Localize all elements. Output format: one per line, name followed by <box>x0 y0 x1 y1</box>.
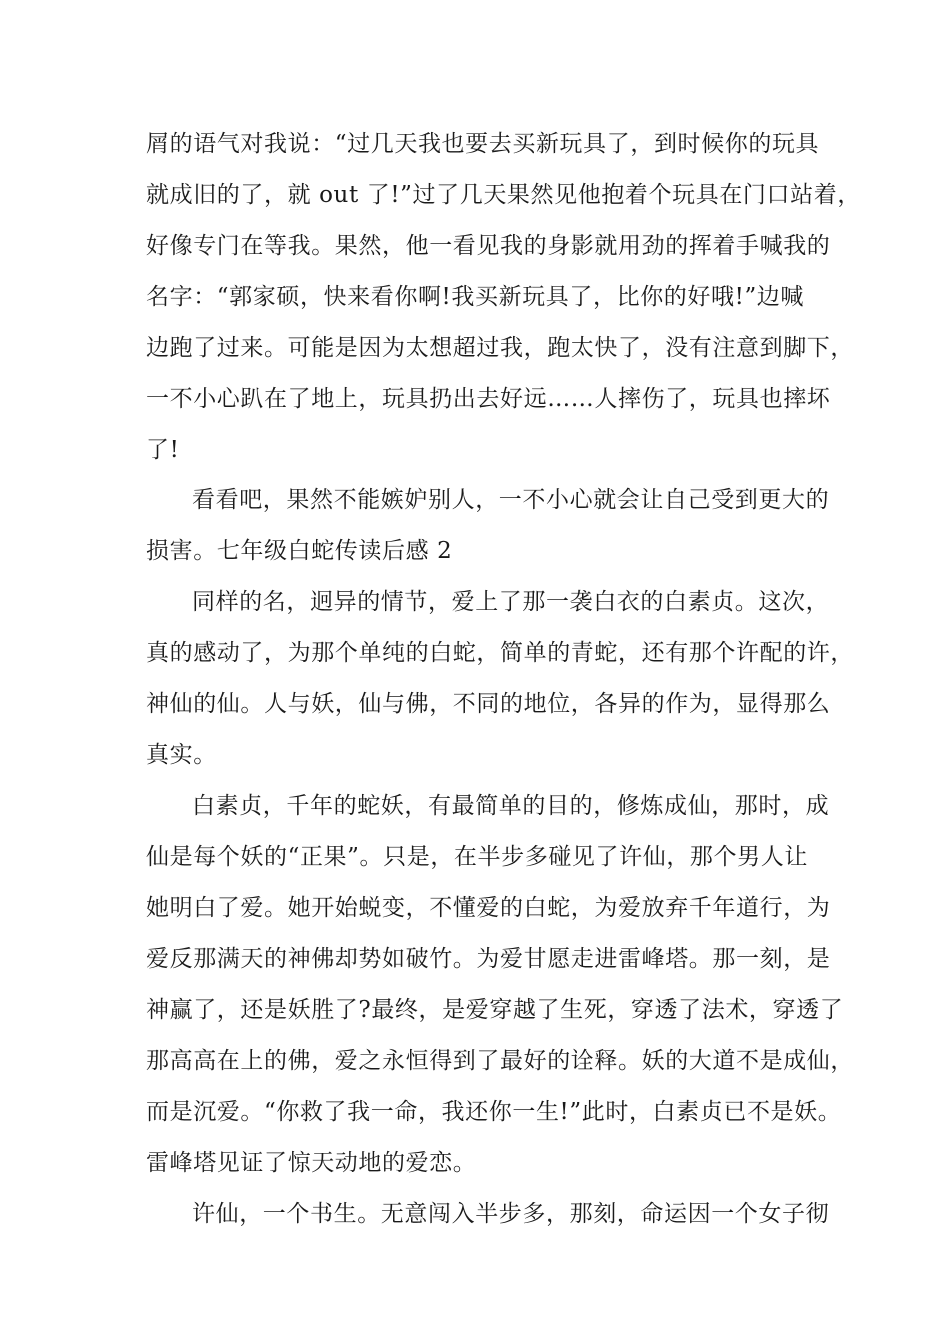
text-line: 神赢了，还是妖胜了?最终，是爱穿越了生死，穿透了法术，穿透了 <box>146 997 844 1023</box>
text-line: 真实。 <box>146 742 217 768</box>
text-line: 损害。七年级白蛇传读后感 2 <box>146 538 453 564</box>
text-line: 而是沉爱。“你救了我一命，我还你一生!”此时，白素贞已不是妖。 <box>146 1099 842 1125</box>
paragraph-start-line: 白素贞，千年的蛇妖，有最简单的目的，修炼成仙，那时，成 <box>192 793 830 819</box>
text-line: 真的感动了，为那个单纯的白蛇，简单的青蛇，还有那个许配的许， <box>146 640 854 666</box>
text-line: 神仙的仙。人与妖，仙与佛，不同的地位，各异的作为，显得那么 <box>146 691 831 717</box>
text-line: 边跑了过来。可能是因为太想超过我，跑太快了，没有注意到脚下， <box>146 335 854 361</box>
paragraph-start-line: 看看吧，果然不能嫉妒别人，一不小心就会让自己受到更大的 <box>192 487 830 513</box>
text-line: 一不小心趴在了地上，玩具扔出去好远……人摔伤了，玩具也摔坏 <box>146 386 831 412</box>
text-line: 那高高在上的佛，爱之永恒得到了最好的诠释。妖的大道不是成仙， <box>146 1048 854 1074</box>
text-line: 就成旧的了，就 out 了!”过了几天果然见他抱着个玩具在门口站着， <box>146 182 861 208</box>
text-line: 她明白了爱。她开始蜕变，不懂爱的白蛇，为爱放弃千年道行，为 <box>146 895 831 921</box>
text-line: 雷峰塔见证了惊天动地的爱恋。 <box>146 1150 477 1176</box>
text-line: 仙是每个妖的“正果”。只是，在半步多碰见了许仙，那个男人让 <box>146 844 808 870</box>
text-line: 爱反那满天的神佛却势如破竹。为爱甘愿走进雷峰塔。那一刻，是 <box>146 946 831 972</box>
text-line: 好像专门在等我。果然，他一看见我的身影就用劲的挥着手喊我的 <box>146 233 831 259</box>
paragraph-start-line: 许仙，一个书生。无意闯入半步多，那刻，命运因一个女子彻 <box>192 1201 830 1227</box>
text-line: 屑的语气对我说：“过几天我也要去买新玩具了，到时候你的玩具 <box>146 131 820 157</box>
text-line: 名字：“郭家硕，快来看你啊!我买新玩具了，比你的好哦!”边喊 <box>146 284 805 310</box>
paragraph-start-line: 同样的名，迥异的情节，爱上了那一袭白衣的白素贞。这次， <box>192 589 830 615</box>
text-line: 了! <box>146 437 180 463</box>
